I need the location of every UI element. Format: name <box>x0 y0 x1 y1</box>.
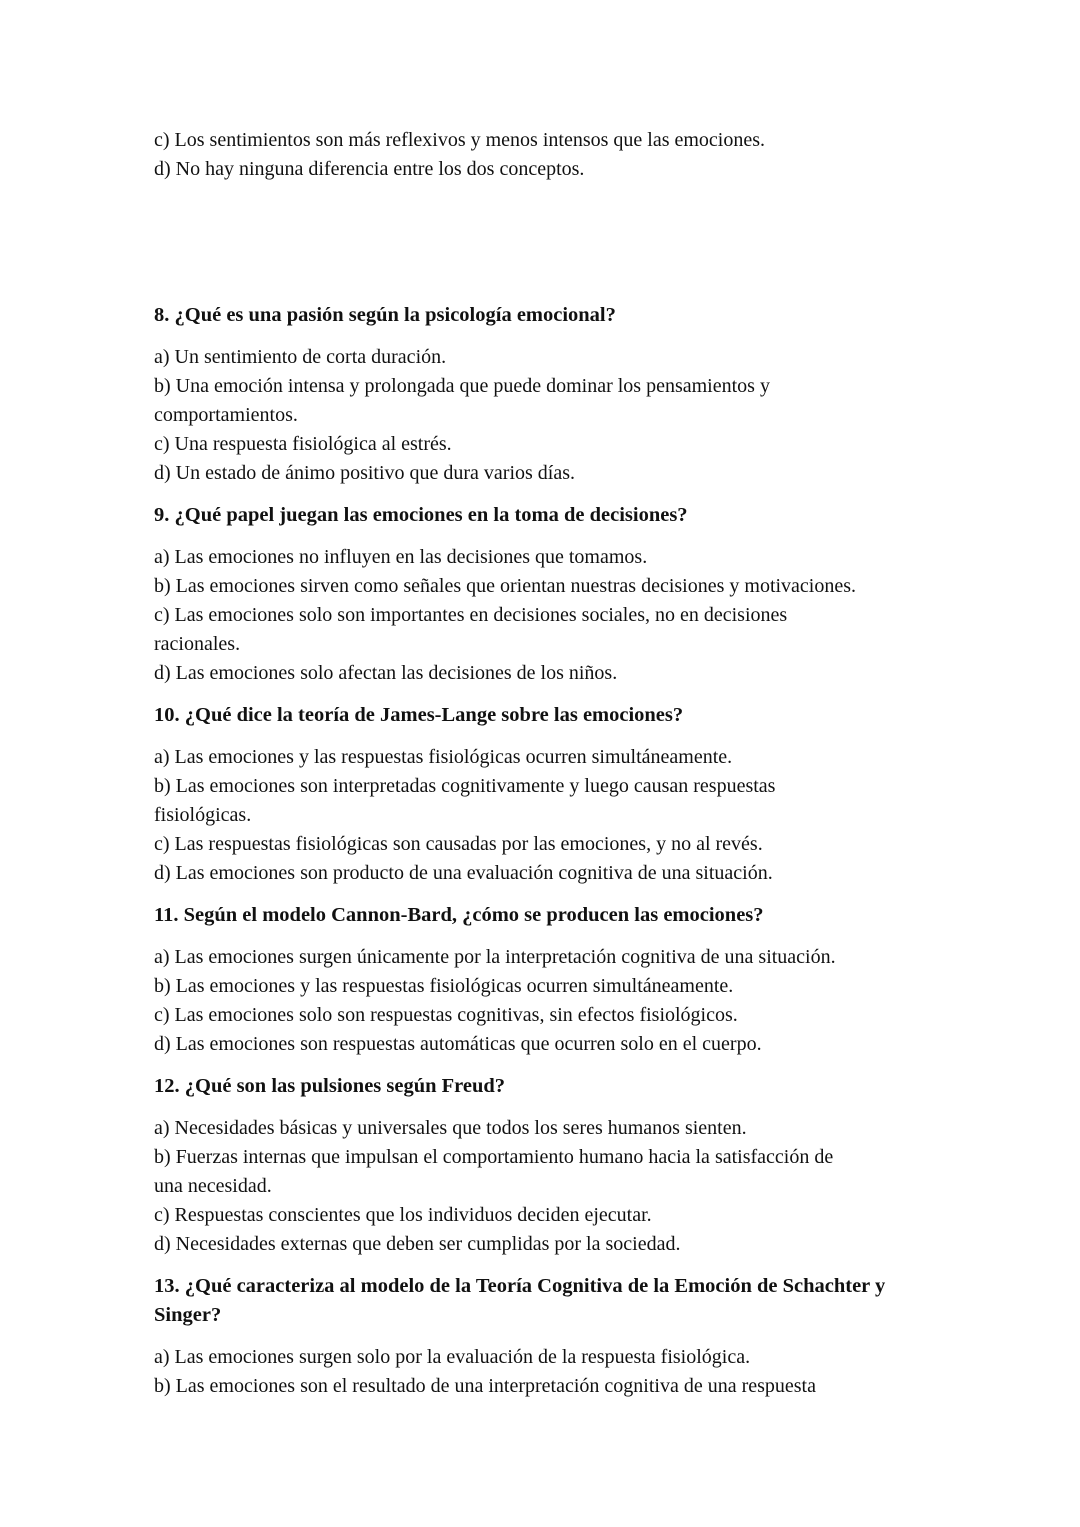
option-line: a) Las emociones surgen solo por la evaluación de la respuesta fisiológica. <box>154 1346 751 1368</box>
option-line: c) Las emociones solo son respuestas cognitivas, sin efectos fisiológicos. <box>154 1004 738 1026</box>
option-line: a) Las emociones no influyen en las decisiones que tomamos. <box>154 546 648 568</box>
option-line: c) Una respuesta fisiológica al estrés. <box>154 433 452 455</box>
question-11-title: 11. Según el modelo Cannon-Bard, ¿cómo se producen las emociones? <box>154 904 764 926</box>
option-line: a) Necesidades básicas y universales que todos los seres humanos sienten. <box>154 1117 747 1139</box>
document-page <box>154 126 934 1401</box>
option-line: d) No hay ninguna diferencia entre los dos conceptos. <box>154 158 585 180</box>
question-8-title: 8. ¿Qué es una pasión según la psicología emocional? <box>154 304 616 326</box>
option-line: b) Las emociones y las respuestas fisiológicas ocurren simultáneamente. <box>154 975 734 997</box>
option-line: a) Un sentimiento de corta duración. <box>154 346 447 368</box>
option-line: fisiológicas. <box>154 804 252 826</box>
option-line: c) Las respuestas fisiológicas son causadas por las emociones, y no al revés. <box>154 833 763 855</box>
question-10-title: 10. ¿Qué dice la teoría de James-Lange sobre las emociones? <box>154 704 684 726</box>
option-line: d) Las emociones son respuestas automáticas que ocurren solo en el cuerpo. <box>154 1033 762 1055</box>
question-12-title: 12. ¿Qué son las pulsiones según Freud? <box>154 1075 506 1097</box>
option-line: d) Las emociones son producto de una evaluación cognitiva de una situación. <box>154 862 773 884</box>
option-line: a) Las emociones surgen únicamente por la interpretación cognitiva de una situación. <box>154 946 836 968</box>
question-9-title: 9. ¿Qué papel juegan las emociones en la toma de decisiones? <box>154 504 688 526</box>
option-line: d) Un estado de ánimo positivo que dura varios días. <box>154 462 576 484</box>
question-13-title: 13. ¿Qué caracteriza al modelo de la Teoría Cognitiva de la Emoción de Schachter y Singer? <box>154 1275 886 1326</box>
option-line: c) Los sentimientos son más reflexivos y menos intensos que las emociones. <box>154 129 766 151</box>
option-line: una necesidad. <box>154 1175 272 1197</box>
option-line: b) Una emoción intensa y prolongada que puede dominar los pensamientos y <box>154 375 770 397</box>
option-line: b) Las emociones son el resultado de una interpretación cognitiva de una respuesta <box>154 1375 816 1397</box>
option-line: b) Las emociones son interpretadas cognitivamente y luego causan respuestas <box>154 775 776 797</box>
option-line: c) Las emociones solo son importantes en decisiones sociales, no en decisiones <box>154 604 788 626</box>
option-line: comportamientos. <box>154 404 298 426</box>
option-line: d) Las emociones solo afectan las decisiones de los niños. <box>154 662 618 684</box>
option-line: b) Fuerzas internas que impulsan el comportamiento humano hacia la satisfacción de <box>154 1146 834 1168</box>
spacer <box>154 184 934 288</box>
option-line: c) Respuestas conscientes que los individuos deciden ejecutar. <box>154 1204 652 1226</box>
option-line: racionales. <box>154 633 241 655</box>
option-line: d) Necesidades externas que deben ser cumplidas por la sociedad. <box>154 1233 681 1255</box>
option-line: b) Las emociones sirven como señales que orientan nuestras decisiones y motivaciones. <box>154 575 857 597</box>
option-line: a) Las emociones y las respuestas fisiológicas ocurren simultáneamente. <box>154 746 733 768</box>
